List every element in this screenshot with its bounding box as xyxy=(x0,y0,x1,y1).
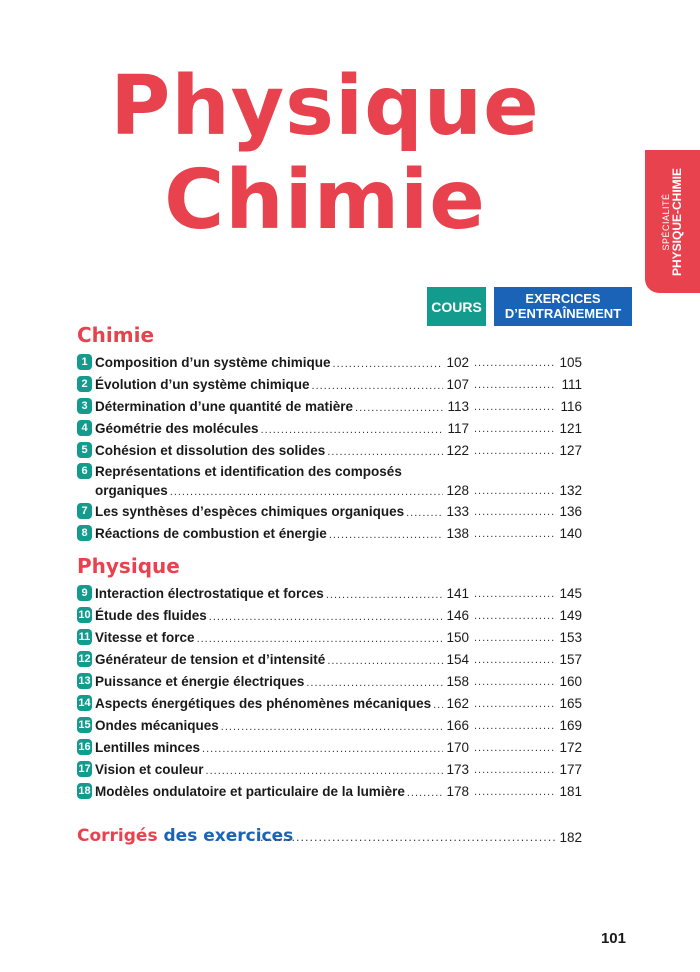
cours-page: 107 xyxy=(443,374,469,396)
toc-row[interactable] xyxy=(77,693,582,715)
page-number: 101 xyxy=(600,930,626,947)
exercices-page: 172 xyxy=(556,737,582,759)
chapter-title: Puissance et énergie électriques xyxy=(95,674,305,689)
chapter-title: Étude des fluides xyxy=(95,608,207,623)
header-exercices-line2: D’ENTRAÎNEMENT xyxy=(504,305,622,321)
cours-page: 138 xyxy=(443,523,469,545)
toc-row[interactable] xyxy=(77,605,582,627)
exercices-page: 153 xyxy=(556,627,582,649)
header-cours: COURS xyxy=(427,287,486,326)
exercices-page: 116 xyxy=(556,396,582,418)
chapter-number: 3 xyxy=(77,398,92,414)
chapter-title: Vitesse et force xyxy=(95,630,195,645)
cours-page: 154 xyxy=(443,649,469,671)
header-exercices-line1: EXERCICES xyxy=(525,290,601,306)
toc-row[interactable] xyxy=(77,374,582,396)
toc-row[interactable] xyxy=(77,781,582,803)
side-tab xyxy=(645,150,700,293)
chapter-title: Évolution d’un système chimique xyxy=(95,377,310,392)
corriges-label: Corrigés xyxy=(77,826,158,846)
chapter-title: Générateur de tension et d’intensité xyxy=(95,652,326,667)
toc-row[interactable] xyxy=(77,583,582,605)
chapter-title: Ondes mécaniques xyxy=(95,718,219,733)
chapter-number: 1 xyxy=(77,354,92,370)
exercices-page: 165 xyxy=(556,693,582,715)
exercices-page: 121 xyxy=(556,418,582,440)
chapter-number: 4 xyxy=(77,420,92,436)
exercices-page: 177 xyxy=(556,759,582,781)
toc-row[interactable] xyxy=(77,737,582,759)
cours-page: 133 xyxy=(443,501,469,523)
exercices-page: 145 xyxy=(556,583,582,605)
chapter-number: 6 xyxy=(77,463,92,479)
chapter-number: 18 xyxy=(78,785,91,797)
exercices-page: 111 xyxy=(556,374,582,396)
exercices-page: 136 xyxy=(556,501,582,523)
toc-row[interactable] xyxy=(77,523,582,545)
chapter-number: 2 xyxy=(77,376,92,392)
cours-page: 158 xyxy=(443,671,469,693)
chapter-title: Interaction électrostatique et forces xyxy=(95,586,324,601)
chapter-title: Cohésion et dissolution des solides xyxy=(95,443,326,458)
chapter-title-line2: organiques xyxy=(95,483,168,498)
exercices-page: 181 xyxy=(556,781,582,803)
chapter-title: Réactions de combustion et énergie xyxy=(95,526,327,541)
chapter-number: 11 xyxy=(78,631,91,643)
cours-page: 178 xyxy=(443,781,469,803)
chapter-title: Aspects énergétiques des phénomènes mécaniques xyxy=(95,696,432,711)
title-line-1: Physique xyxy=(110,59,540,154)
toc-row[interactable] xyxy=(77,418,582,440)
header-exercices xyxy=(494,287,632,326)
chapter-number: 9 xyxy=(77,585,92,601)
chapter-number: 13 xyxy=(78,675,91,687)
chapter-title: Composition d’un système chimique xyxy=(95,355,331,370)
cours-page: 122 xyxy=(443,440,469,462)
toc-row[interactable] xyxy=(77,759,582,781)
exercices-page: 169 xyxy=(556,715,582,737)
exercices-page: 127 xyxy=(556,440,582,462)
exercices-page: 105 xyxy=(556,352,582,374)
chapter-number: 10 xyxy=(78,609,91,621)
toc-row[interactable] xyxy=(77,649,582,671)
chapter-title: Vision et couleur xyxy=(95,762,204,777)
toc-row[interactable] xyxy=(77,715,582,737)
cours-page: 146 xyxy=(443,605,469,627)
chapter-number: 8 xyxy=(77,525,92,541)
chapter-number: 7 xyxy=(77,503,92,519)
chapter-number: 12 xyxy=(78,653,91,665)
cours-page: 113 xyxy=(443,396,469,418)
toc-row[interactable] xyxy=(77,396,582,418)
chapter-title: Les synthèses d’espèces chimiques organiques xyxy=(95,504,405,519)
exercices-page: 157 xyxy=(556,649,582,671)
side-tab-big: PHYSIQUE-CHIMIE xyxy=(669,167,684,276)
cours-page: 173 xyxy=(443,759,469,781)
toc-row[interactable] xyxy=(77,352,582,374)
exercices-page: 140 xyxy=(556,523,582,545)
corriges-page: 182 xyxy=(559,830,582,845)
toc-row[interactable] xyxy=(77,461,582,505)
chapter-title: Détermination d’une quantité de matière xyxy=(95,399,354,414)
toc-row[interactable] xyxy=(77,671,582,693)
corriges-row[interactable] xyxy=(77,826,582,852)
chapter-number: 15 xyxy=(78,719,91,731)
cours-page: 170 xyxy=(443,737,469,759)
exercices-page: 160 xyxy=(556,671,582,693)
cours-page: 150 xyxy=(443,627,469,649)
cours-page: 117 xyxy=(443,418,469,440)
cours-page: 141 xyxy=(443,583,469,605)
toc-row[interactable] xyxy=(77,440,582,462)
side-tab-small: SPÉCIALITÉ xyxy=(660,192,671,251)
chapter-number: 17 xyxy=(78,763,91,775)
chapter-number: 5 xyxy=(77,442,92,458)
section-physique-title: Physique xyxy=(77,554,180,578)
chapter-title: Lentilles minces xyxy=(95,740,201,755)
corriges-label-2: des exercices xyxy=(163,826,294,846)
chapter-title: Géométrie des molécules xyxy=(95,421,259,436)
section-chimie-title: Chimie xyxy=(77,323,155,347)
cours-page: 162 xyxy=(443,693,469,715)
chapter-title: Modèles ondulatoire et particulaire de la lumière xyxy=(95,784,405,799)
chapter-number: 14 xyxy=(78,697,91,709)
title-line-2: Chimie xyxy=(164,153,486,248)
exercices-page: 149 xyxy=(556,605,582,627)
toc-row[interactable] xyxy=(77,627,582,649)
cours-page: 102 xyxy=(443,352,469,374)
cours-page: 166 xyxy=(443,715,469,737)
chapter-title-line1: Représentations et identification des composés xyxy=(95,464,402,479)
exercices-page: 132 xyxy=(556,480,582,502)
toc-row[interactable] xyxy=(77,501,582,523)
cours-page: 128 xyxy=(443,480,469,502)
chapter-number: 16 xyxy=(78,741,91,753)
